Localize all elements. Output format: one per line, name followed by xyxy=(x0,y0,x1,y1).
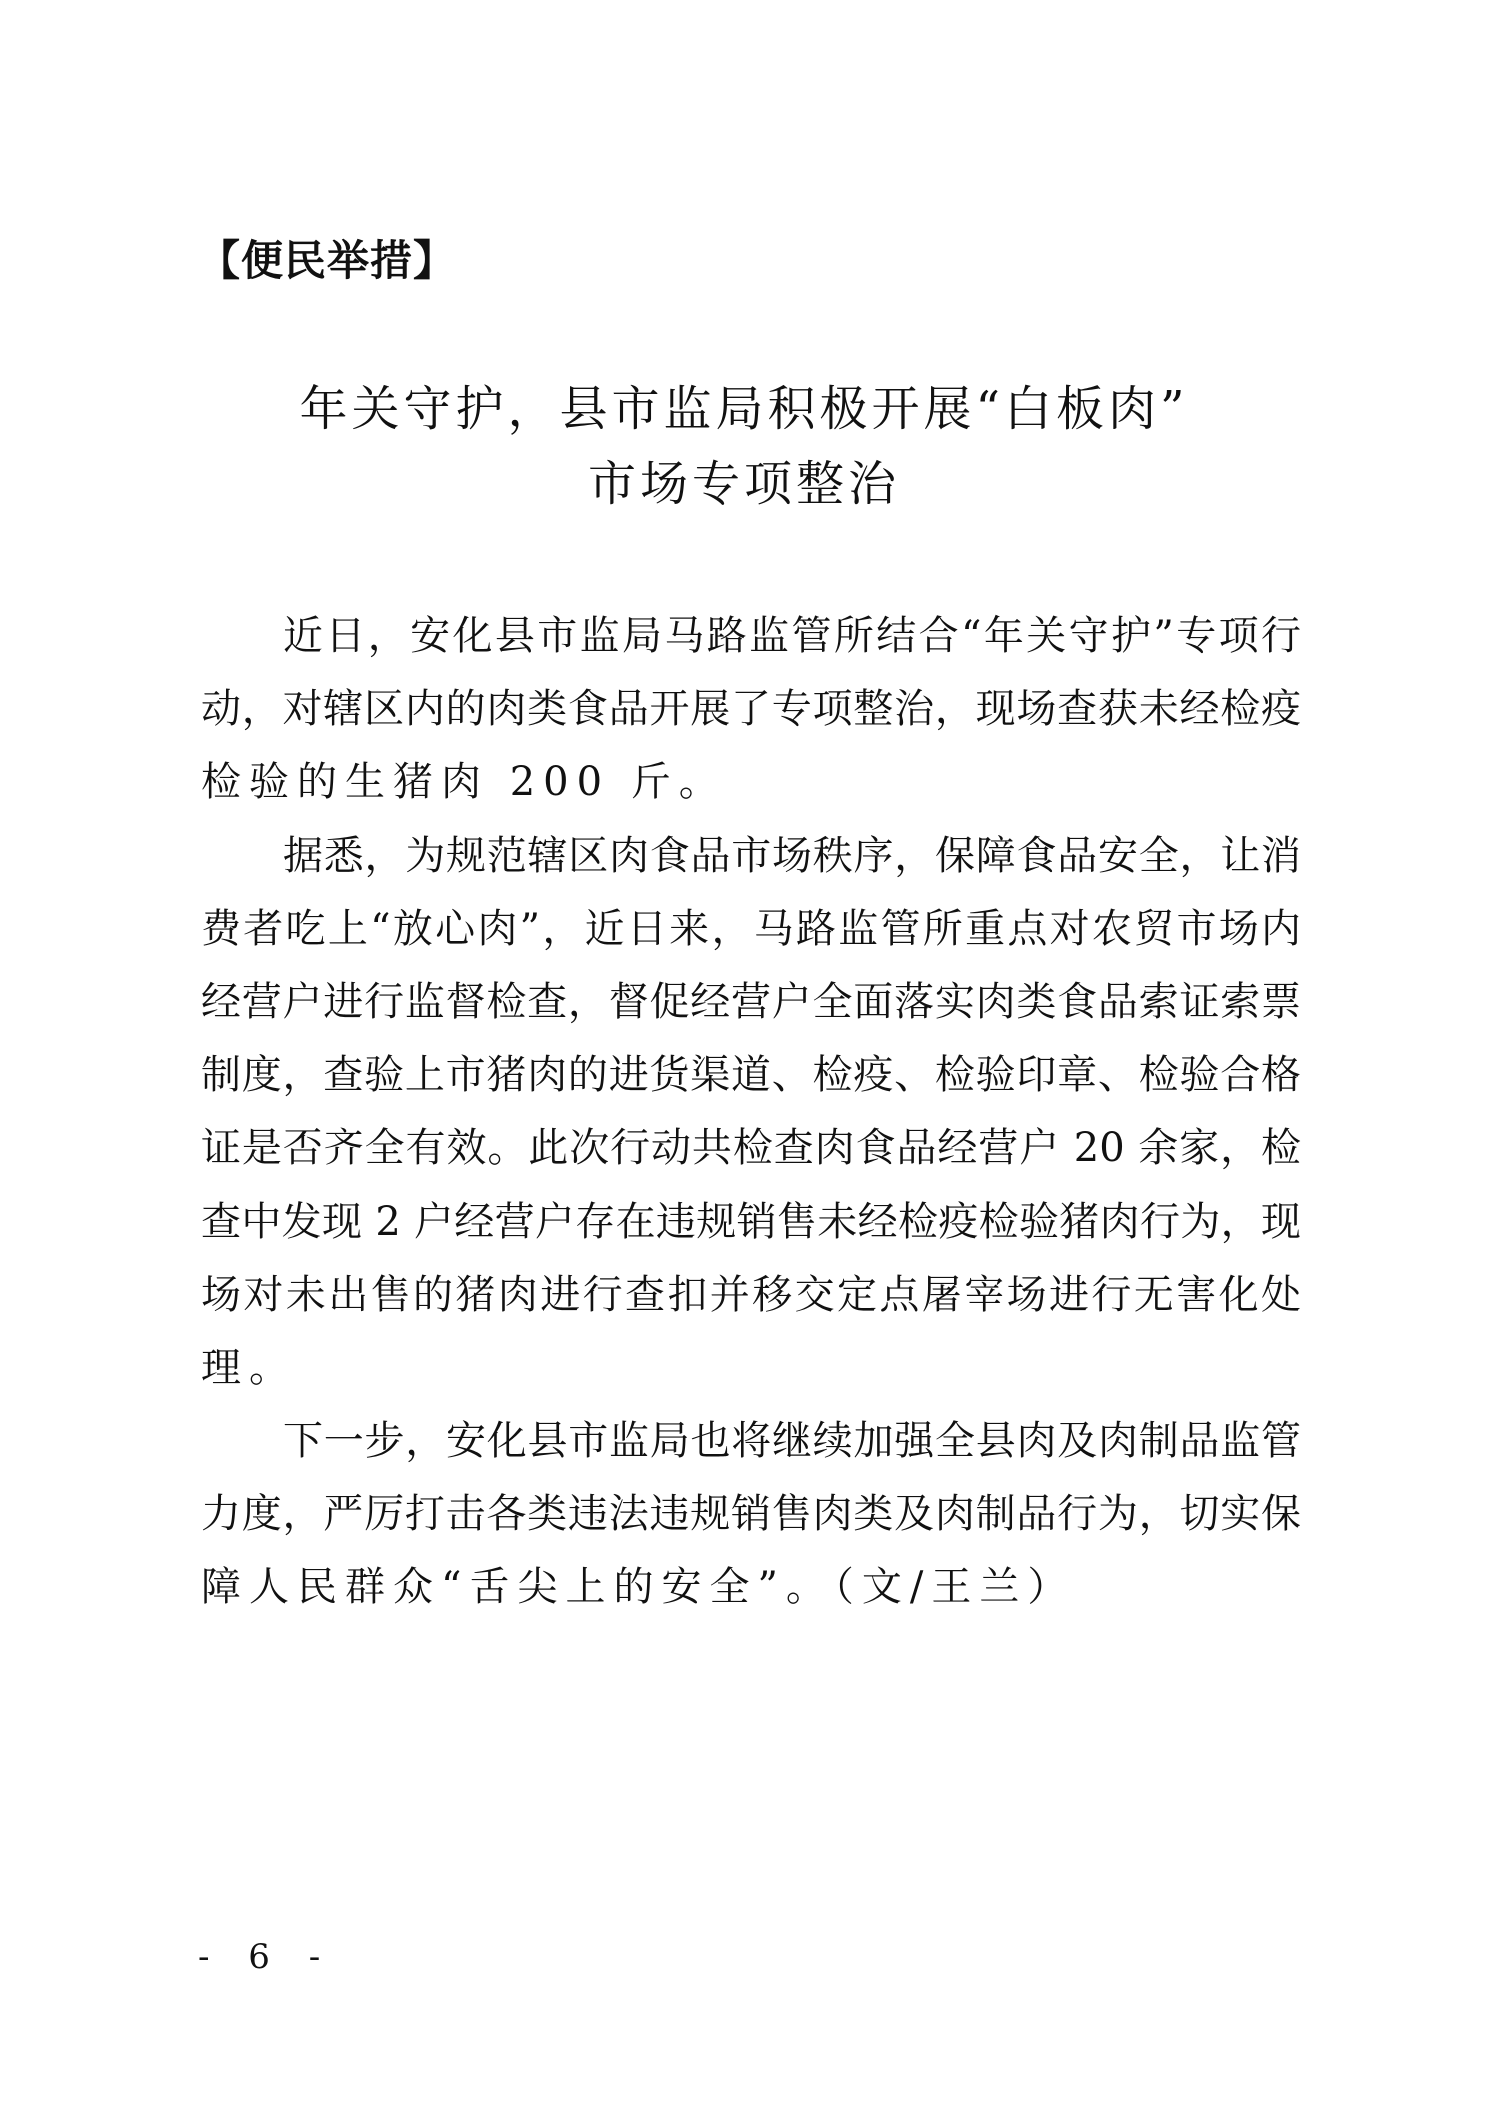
article-title-line-1: 年关守护，县市监局积极开展“白板肉” xyxy=(299,381,1189,437)
page-number: - 6 - xyxy=(198,1937,335,1977)
paragraph-line: 近日，安化县市监局马路监管所结合“年关守护”专项行 xyxy=(283,613,1301,659)
paragraph xyxy=(201,820,1301,1406)
paragraph-line: 下一步，安化县市监局也将继续加强全县肉及肉制品监管 xyxy=(283,1418,1301,1465)
article-body xyxy=(201,600,1301,1625)
paragraph-line: 场对未出售的猪肉进行查扣并移交定点屠宰场进行无害化处 xyxy=(201,1271,1301,1318)
paragraph-line: 力度，严厉打击各类违法违规销售肉类及肉制品行为，切实保 xyxy=(201,1491,1301,1538)
paragraph-line: 证是否齐全有效。此次行动共检查肉食品经营户 20 余家，检 xyxy=(201,1125,1301,1172)
paragraph-line: 制度，查验上市猪肉的进货渠道、检疫、检验印章、检验合格 xyxy=(201,1052,1301,1099)
paragraph-line: 障人民群众“舌尖上的安全”。（文/王兰） xyxy=(201,1564,1076,1611)
article-title-line-2: 市场专项整治 xyxy=(587,456,900,512)
paragraph-line: 检验的生猪肉 200 斤。 xyxy=(201,759,727,806)
paragraph-line: 动，对辖区内的肉类食品开展了专项整治，现场查获未经检疫 xyxy=(201,686,1301,733)
paragraph-line: 据悉，为规范辖区肉食品市场秩序，保障食品安全，让消 xyxy=(283,832,1301,879)
paragraph xyxy=(201,600,1301,820)
paragraph-line: 理。 xyxy=(201,1344,297,1391)
section-tag: 【便民举措】 xyxy=(198,236,457,285)
paragraph xyxy=(201,1405,1301,1625)
paragraph-line: 费者吃上“放心肉”，近日来，马路监管所重点对农贸市场内 xyxy=(201,905,1301,952)
paragraph-line: 查中发现 2 户经营户存在违规销售未经检疫检验猪肉行为，现 xyxy=(201,1198,1301,1245)
paragraph-line: 经营户进行监督检查，督促经营户全面落实肉类食品索证索票 xyxy=(201,978,1301,1025)
